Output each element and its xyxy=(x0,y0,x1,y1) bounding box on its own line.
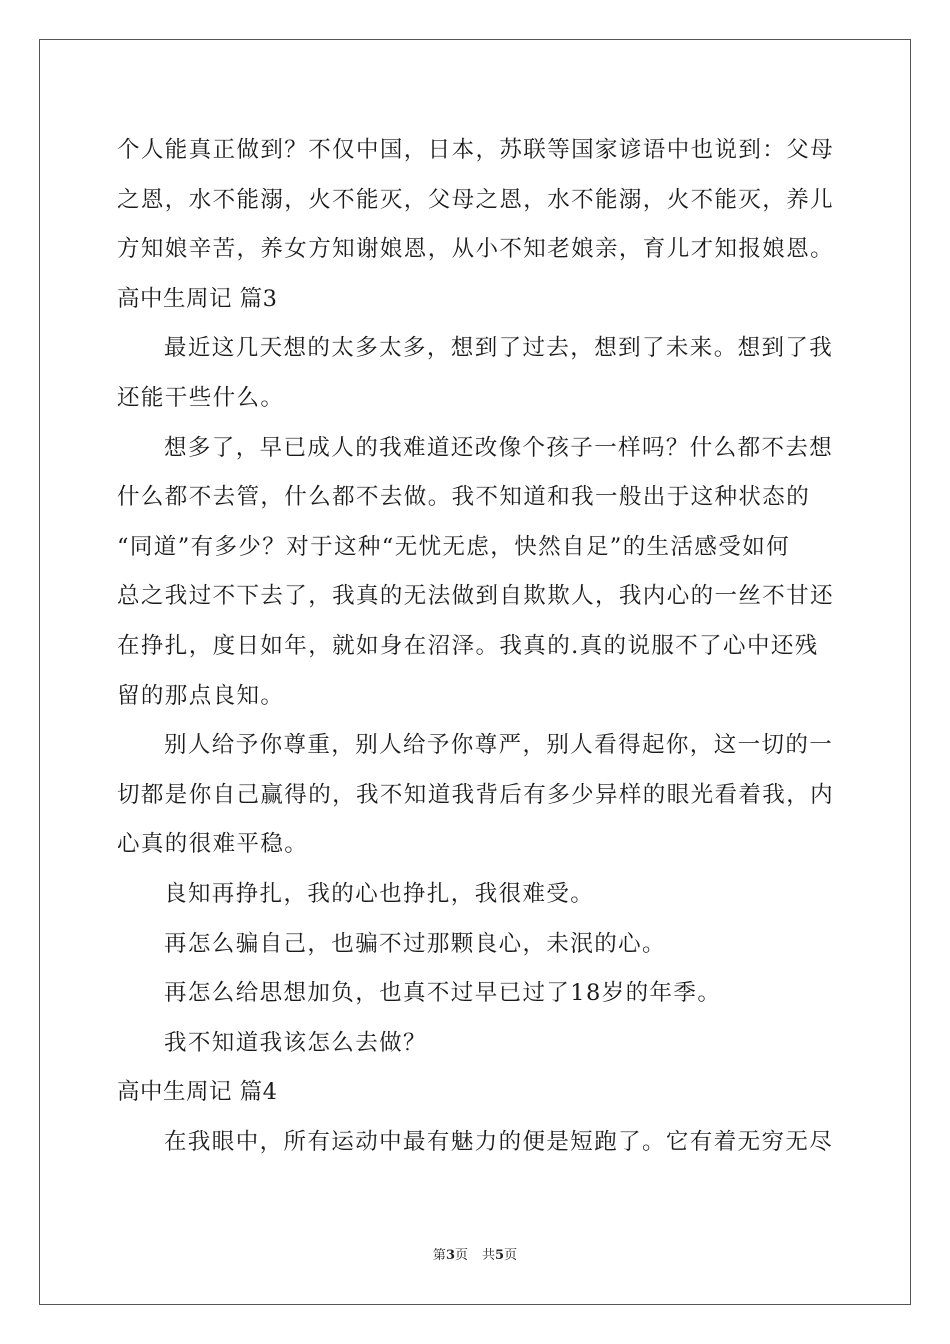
page-footer xyxy=(0,1244,950,1263)
text-line: 我不知道我该怎么去做？ xyxy=(164,1029,427,1056)
footer-total-prefix: 共 xyxy=(482,1248,496,1263)
text-line: “同道”有多少？对于这种“无忧无虑，快然自足”的生活感受如何 xyxy=(117,533,791,560)
footer-page-total: 5 xyxy=(495,1248,505,1263)
text-line: 最近这几天想的太多太多，想到了过去，想到了未来。想到了我 xyxy=(164,335,834,362)
text-line: 什么都不去管，什么都不去做。我不知道和我一般出于这种状态的 xyxy=(117,484,811,511)
text-line: 还能干些什么。 xyxy=(117,384,285,411)
section-heading: 高中生周记 篇4 xyxy=(117,1079,278,1106)
footer-page-prefix: 第 xyxy=(432,1248,446,1263)
text-line: 方知娘辛苦，养女方知谢娘恩，从小不知老娘亲，育儿才知报娘恩。 xyxy=(117,236,835,263)
text-line: 再怎么骗自己，也骗不过那颗良心，未泯的心。 xyxy=(164,930,666,957)
text-line: 良知再挣扎，我的心也挣扎，我很难受。 xyxy=(164,880,595,907)
text-line: 再怎么给思想加负，也真不过早已过了18岁的年季。 xyxy=(164,980,722,1007)
text-line: 个人能真正做到？不仅中国，日本，苏联等国家谚语中也说到：父母 xyxy=(117,137,835,163)
text-line: 在我眼中，所有运动中最有魅力的便是短跑了。它有着无穷无尽 xyxy=(164,1128,834,1155)
footer-page-current: 3 xyxy=(445,1248,455,1263)
text-line: 别人给予你尊重，别人给予你尊严，别人看得起你，这一切的一 xyxy=(164,732,834,759)
text-line: 在挣扎，度日如年，就如身在沼泽。我真的.真的说服不了心中还残 xyxy=(117,632,819,659)
text-line: 总之我过不下去了，我真的无法做到自欺欺人，我内心的一丝不甘还 xyxy=(117,583,835,610)
text-line: 之恩，水不能溺，火不能灭，父母之恩，水不能溺，火不能灭，养儿 xyxy=(117,186,835,213)
footer-total-unit: 页 xyxy=(504,1248,518,1263)
text-line: 留的那点良知。 xyxy=(117,682,285,709)
text-line: 想多了，早已成人的我难道还改像个孩子一样吗？什么都不去想 xyxy=(164,434,834,461)
text-line: 心真的很难平稳。 xyxy=(117,831,309,858)
document-body xyxy=(117,126,835,1167)
footer-page-unit: 页 xyxy=(454,1248,468,1263)
section-heading: 高中生周记 篇3 xyxy=(117,285,278,312)
text-line: 切都是你自己赢得的，我不知道我背后有多少异样的眼光看着我，内 xyxy=(117,781,835,808)
